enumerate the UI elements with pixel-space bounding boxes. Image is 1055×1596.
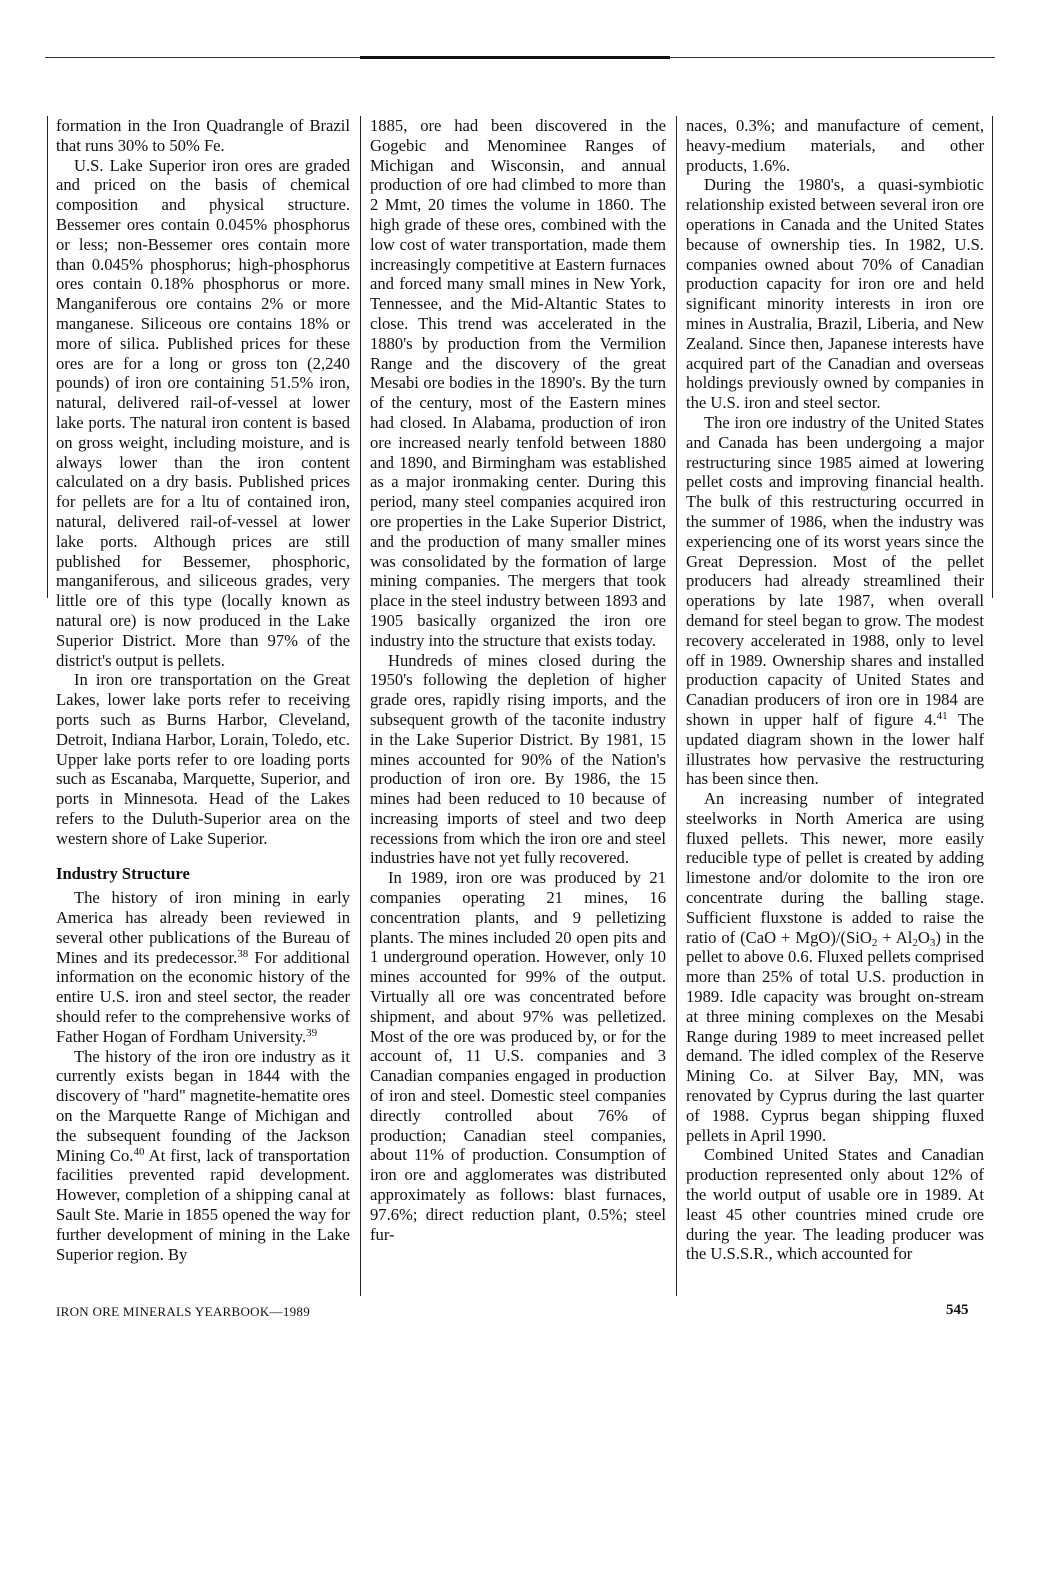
paragraph <box>686 789 984 1145</box>
column-rule-left <box>47 116 48 598</box>
text-run: The history of iron mining in early America has already been reviewed in several other publications of the Bureau of Mines and its predecessor. <box>56 888 350 967</box>
text-column-2 <box>370 116 666 1596</box>
section-heading: Industry Structure <box>56 864 190 884</box>
header-rule-accent <box>360 56 670 59</box>
footnote-ref: 41 <box>936 709 948 722</box>
subscript: 2 <box>912 936 918 949</box>
subscript: 3 <box>929 936 936 949</box>
text-run: The history of the iron ore industry as it currently exists began in 1844 with the discovery of "hard" magnetite-hematite ores on the Marquette Range of Michigan and the subsequent founding of the Jackson Mining Co. <box>56 1046 350 1165</box>
paragraph: During the 1980's, a quasi-symbiotic relationship existed between several iron ore operations in Canada and the United States because of ownership ties. In 1982, U.S. companies owned about 70% of Canadian production capacity for iron ore and held significant minority interests in iron ore mines in Australia, Brazil, Liberia, and New Zealand. Since then, Japanese interests have acquired part of the Canadian and overseas holdings previously owned by companies in the U.S. iron and steel sector. <box>686 175 984 413</box>
text-run: The updated diagram shown in the lower half illustrates how pervasive the restructuring has been since then. <box>686 709 984 789</box>
column-rule-2 <box>676 116 677 1296</box>
paragraph: naces, 0.3%; and manufacture of cement, heavy-medium materials, and other products, 1.6%. <box>686 116 984 175</box>
paragraph <box>686 413 984 789</box>
page-number: 545 <box>946 1302 969 1318</box>
paragraph: formation in the Iron Quadrangle of Brazil that runs 30% to 50% Fe. <box>56 116 350 155</box>
paragraph: Combined United States and Canadian production represented only about 12% of the world output of usable ore in 1989. At least 45 other countries mined crude ore during the year. The leading producer was the U.S.S.R., which accounted for <box>686 1145 984 1264</box>
text-run: For additional information on the economic history of the entire U.S. iron and steel sector, the reader should refer to the comprehensive works of Father Hogan of Fordham University. <box>56 947 350 1046</box>
text-run: ) in the pellet to above 0.6. Fluxed pellets comprised more than 25% of total U.S. production in 1989. Idle capacity was brought on-stream at three mining complexes on the Mesabi Range during 1989 to meet increased pellet demand. The idled complex of the Reserve Mining Co. at Silver Bay, MN, was renovated by Cyprus during the last quarter of 1988. Cyprus began shipping fluxed pellets in April 1990. <box>686 927 984 1145</box>
running-footer-title: IRON ORE MINERALS YEARBOOK—1989 <box>56 1304 311 1319</box>
paragraph: In 1989, iron ore was produced by 21 companies operating 21 mines, 16 concentration plants, and 9 pelletizing plants. The mines included 20 open pits and 1 underground operation. However, only 10 mines accounted for 99% of the output. Virtually all ore was concentrated before shipment, and about 97% was pelletized. Most of the ore was produced by, or for the account of, 11 U.S. companies and 3 Canadian companies engaged in production of iron and steel. Domestic steel companies directly controlled about 76% of production; Canadian steel companies, about 11% of production. Consumption of iron ore and agglomerates was distributed approximately as follows: blast furnaces, 97.6%; direct reduction plant, 0.5%; steel fur- <box>370 868 666 1244</box>
paragraph: Hundreds of mines closed during the 1950's following the depletion of higher grade ores, rapidly rising imports, and the subsequent growth of the taconite industry in the Lake Superior District. By 1981, 15 mines accounted for 90% of the Nation's production of iron ore. By 1986, the 15 mines had been reduced to 10 because of increasing imports of steel and two deep recessions from which the iron ore and steel industries have not yet fully recovered. <box>370 650 666 868</box>
text-run: The iron ore industry of the United States and Canada has been undergoing a major restructuring since 1985 aimed at lowering pellet costs and improving financial health. The bulk of this restructuring occurred in the summer of 1986, when the industry was experiencing one of its worst years since the Great Depression. Most of the pellet producers had already streamlined their operations by late 1987, when overall demand for steel began to grow. The modest recovery accelerated in 1988, only to level off in 1989. Ownership shares and installed production capacity of United States and Canadian producers of iron ore in 1984 are shown in upper half of figure 4. <box>686 412 984 729</box>
text-column-1 <box>56 116 350 1596</box>
column-rule-right <box>992 116 993 598</box>
paragraph: In iron ore transportation on the Great Lakes, lower lake ports refer to receiving ports such as Burns Harbor, Cleveland, Detroit, Indiana Harbor, Lorain, Toledo, etc. Upper lake ports refer to ore loading ports such as Escanaba, Marquette, Superior, and ports in Minnesota. Head of the Lakes refers to the Duluth-Superior area on the western shore of Lake Superior. <box>56 670 350 848</box>
text-run: O <box>917 927 930 947</box>
text-run: At first, lack of transportation facilities prevented rapid development. However, completion of a shipping canal at Sault Ste. Marie in 1855 opened the way for further development of mining in the Lake Superior region. By <box>56 1145 350 1264</box>
footnote-ref: 39 <box>306 1026 318 1039</box>
text-column-3 <box>686 116 984 1596</box>
footnote-ref: 40 <box>133 1145 145 1158</box>
paragraph <box>56 888 350 1046</box>
paragraph <box>56 1047 350 1265</box>
paragraph: 1885, ore had been discovered in the Gogebic and Menominee Ranges of Michigan and Wisconsin, and annual production of ore had climbed to more than 2 Mmt, 20 times the volume in 1860. The high grade of these ores, combined with the low cost of water transportation, made them increasingly competitive at Eastern furnaces and forced many small mines in New York, Tennessee, and the Mid-Altantic States to close. This trend was accelerated in the 1880's by production from the Vermilion Range and the discovery of the great Mesabi ore bodies in the 1890's. By the turn of the century, most of the Eastern mines had closed. In Alabama, production of iron ore increased nearly tenfold between 1880 and 1890, and Birmingham was established as a major ironmaking center. During this period, many steel companies acquired iron ore properties in the Lake Superior District, and the production of many smaller mines was consolidated by the formation of large mining companies. The mergers that took place in the steel industry between 1893 and 1905 basically organized the iron ore industry into the structure that exists today. <box>370 116 666 650</box>
text-run: + Al <box>877 927 913 947</box>
column-rule-1 <box>360 116 361 1296</box>
paragraph: U.S. Lake Superior iron ores are graded and priced on the basis of chemical composition and physical structure. Bessemer ores contain 0.045% phosphorus or less; non-Bessemer ores contain more than 0.045% phosphorus; high-phosphorus ores contain 0.18% phosphorus or more. Manganiferous ore contains 2% or more manganese. Siliceous ore contains 18% or more of silica. Published prices for these ores are for a long or gross ton (2,240 pounds) of iron ore containing 51.5% iron, natural, delivered rail-of-vessel at lower lake ports. The natural iron content is based on gross weight, including moisture, and is always lower than the iron content calculated on a dry basis. Published prices for pellets are for a ltu of contained iron, natural, delivered rail-of-vessel at lower lake ports. Although prices are still published for Bessemer, phosphoric, manganiferous, and siliceous grades, very little ore of this type (locally known as natural ore) is now produced in the Lake Superior District. More than 97% of the district's output is pellets. <box>56 155 350 670</box>
footnote-ref: 38 <box>237 947 249 960</box>
subscript: 2 <box>871 936 878 949</box>
text-run: An increasing number of integrated steelworks in North America are using fluxed pellets. This newer, more easily reducible type of pellet is created by adding limestone and/or dolomite to the iron ore concentrate during the balling stage. Sufficient fluxstone is added to raise the ratio of (CaO + MgO)/(SiO <box>686 789 984 947</box>
